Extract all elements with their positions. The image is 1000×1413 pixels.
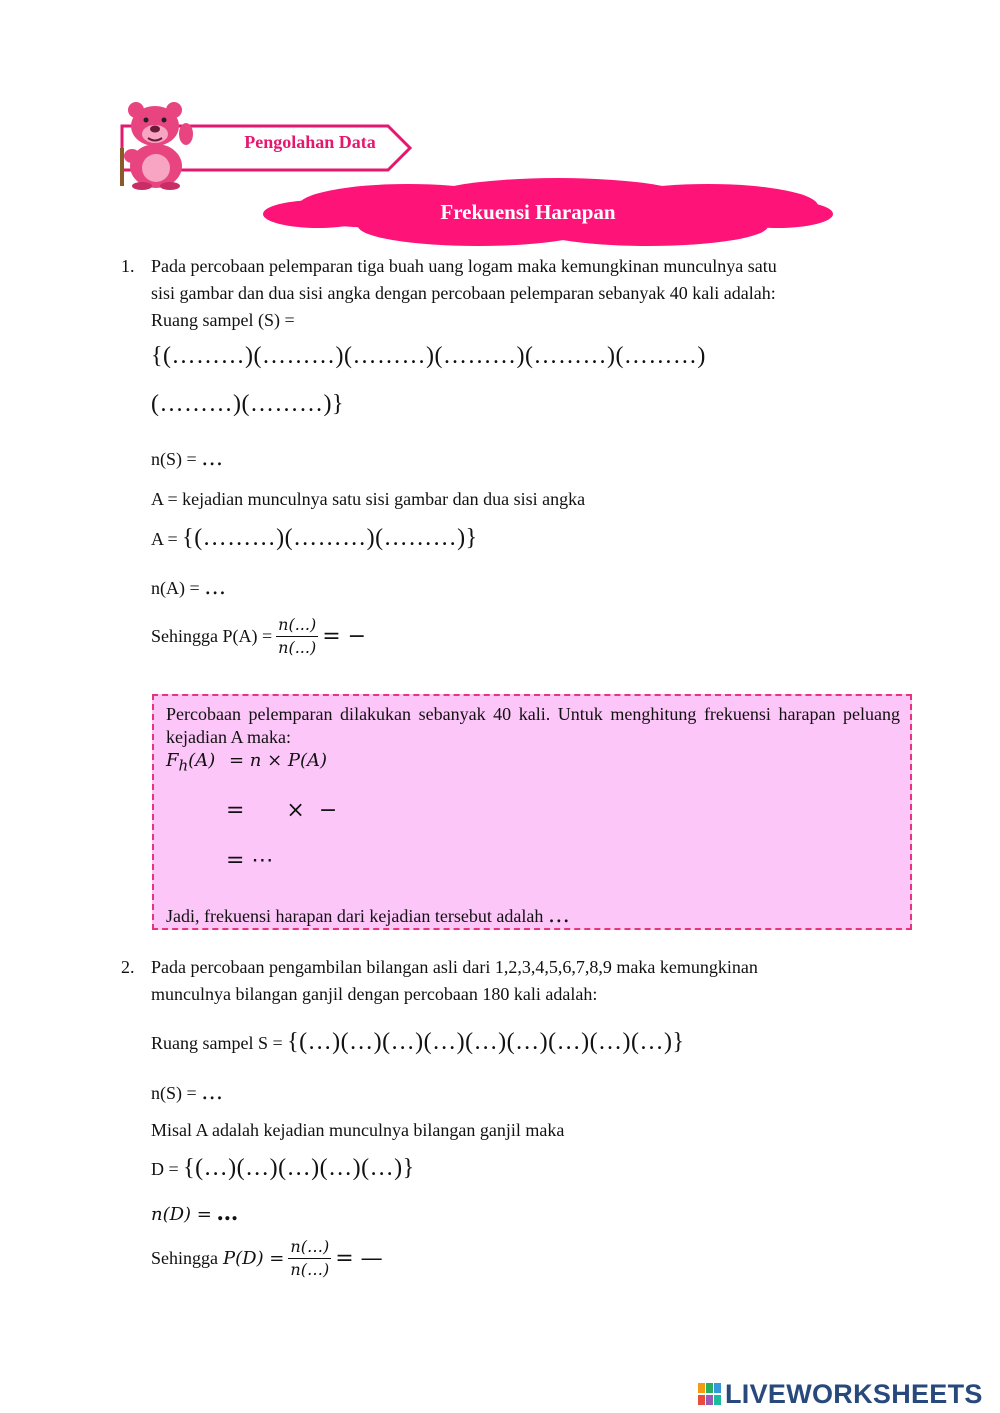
formula-rhs: = n × P(A) <box>228 750 328 771</box>
q2-probability-row <box>151 1236 383 1281</box>
section-tag-label: Pengolahan Data <box>244 132 376 152</box>
box-intro-text: Percobaan pelemparan dilakukan sebanyak 40 kali. Untuk menghitung frekuensi harapan peluang kejadian A maka: <box>166 704 900 747</box>
ns-answer[interactable]: … <box>201 446 224 471</box>
q2-event-label: D = <box>151 1159 179 1179</box>
liveworksheets-logo-icon <box>697 1382 723 1406</box>
sample-space-label: Ruang sampel (S) = <box>151 310 295 330</box>
event-a-answer[interactable]: {(………)(………)(………)} <box>182 525 478 551</box>
na-answer[interactable]: … <box>204 575 227 600</box>
q2-event-description: Misal A adalah kejadian munculnya bilangan ganjil maka <box>151 1120 565 1140</box>
q2-ns-answer[interactable]: … <box>201 1080 224 1105</box>
question-2-text-line1: Pada percobaan pengambilan bilangan asli dari 1,2,3,4,5,6,7,8,9 maka kemungkinan <box>151 957 758 977</box>
q2-sample-row <box>151 1029 685 1056</box>
q2-sample-answer[interactable]: {(…)(…)(…)(…)(…)(…)(…)(…)(…)} <box>287 1029 685 1055</box>
q2-ns-label: n(S) = <box>151 1083 197 1103</box>
liveworksheets-logo-text: LIVEWORKSHEETS <box>725 1378 983 1409</box>
formula-arg: (A) <box>188 750 216 771</box>
q2-nd-label: n(D) = <box>151 1204 212 1225</box>
probability-a-fraction[interactable] <box>276 614 318 659</box>
page-title: Frekuensi Harapan <box>440 200 616 224</box>
question-2-number: 2. <box>121 957 135 977</box>
q2-sample-label: Ruang sampel S = <box>151 1033 283 1053</box>
question-1-text-line2: sisi gambar dan dua sisi angka dengan percobaan pelemparan sebanyak 40 kali adalah: <box>151 283 776 303</box>
q2-probability-result[interactable]: = — <box>335 1246 383 1271</box>
event-a-label: A = <box>151 529 178 549</box>
q2-probability-fraction[interactable] <box>288 1236 331 1281</box>
formula-step2[interactable]: = ⋯ <box>226 848 274 873</box>
na-row <box>151 575 226 600</box>
probability-a-label: Sehingga P(A) = <box>151 626 273 646</box>
sample-space-answer-line1[interactable]: {(………)(………)(………)(………)(………)(………) <box>151 343 706 369</box>
question-1-text-line1: Pada percobaan pelemparan tiga buah uang logam maka kemungkinan munculnya satu <box>151 256 777 276</box>
formula-lhs: F <box>166 750 179 771</box>
conclusion-answer[interactable]: … <box>547 903 570 928</box>
formula-row <box>166 750 327 775</box>
q2-nd-row <box>151 1200 238 1226</box>
ns-row <box>151 446 223 471</box>
fraction-denominator[interactable]: n(...) <box>278 638 317 657</box>
event-a-row <box>151 525 478 552</box>
q2-probability-label: Sehingga <box>151 1248 218 1268</box>
conclusion-row <box>166 903 570 928</box>
q2-nd-answer[interactable]: … <box>216 1200 239 1226</box>
bear-mascot-icon <box>112 98 202 190</box>
q2-event-row <box>151 1155 415 1182</box>
ns-label: n(S) = <box>151 449 197 469</box>
conclusion-label: Jadi, frekuensi harapan dari kejadian tersebut adalah <box>166 906 544 926</box>
q2-event-answer[interactable]: {(…)(…)(…)(…)(…)} <box>183 1155 415 1181</box>
q2-fraction-numerator[interactable]: n(…) <box>288 1236 331 1259</box>
fraction-numerator[interactable]: n(...) <box>276 614 318 637</box>
na-label: n(A) = <box>151 578 200 598</box>
probability-a-row <box>151 614 366 659</box>
question-2-text-line2: munculnya bilangan ganjil dengan percobaan 180 kali adalah: <box>151 984 598 1004</box>
liveworksheets-logo <box>697 1379 983 1409</box>
question-1-number: 1. <box>121 256 135 276</box>
formula-subscript: h <box>178 756 189 775</box>
q2-probability-fn: P(D) = <box>223 1248 285 1269</box>
event-a-description: A = kejadian munculnya satu sisi gambar dan dua sisi angka <box>151 489 586 509</box>
formula-step1[interactable]: = × − <box>226 798 338 823</box>
q2-ns-row <box>151 1080 223 1105</box>
q2-fraction-denominator[interactable]: n(…) <box>290 1260 330 1279</box>
probability-a-result[interactable]: = − <box>322 624 367 649</box>
sample-space-answer-line2[interactable]: (………)(………)} <box>151 391 344 417</box>
